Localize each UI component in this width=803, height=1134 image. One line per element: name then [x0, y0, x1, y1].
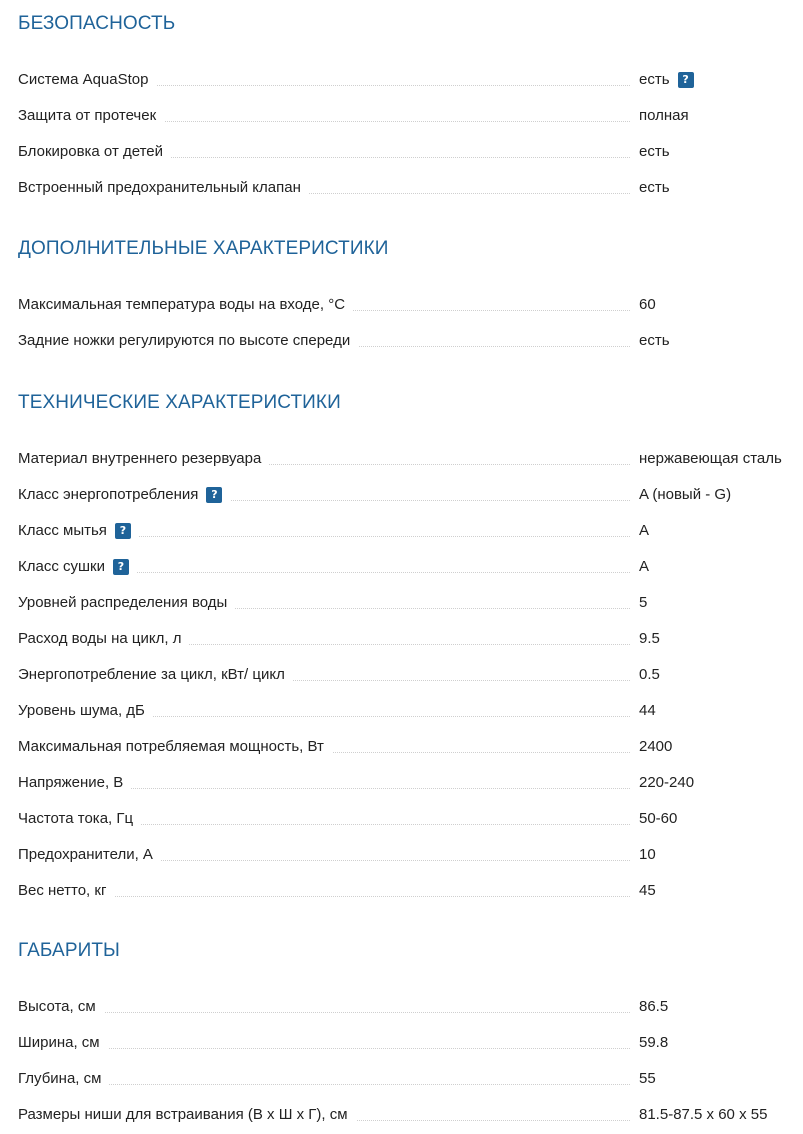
spec-value: есть [639, 143, 670, 160]
spec-label: Задние ножки регулируются по высоте спереди [18, 323, 358, 359]
spec-label: Защита от протечек [18, 98, 164, 134]
help-icon[interactable]: ? [113, 559, 129, 575]
help-icon[interactable]: ? [678, 72, 694, 88]
section-additional [18, 237, 803, 359]
spec-label: Уровень шума, дБ [18, 693, 153, 729]
spec-value: 55 [639, 1070, 656, 1087]
spec-value: 0.5 [639, 666, 660, 683]
spec-row [18, 287, 803, 323]
spec-label: Ширина, см [18, 1025, 108, 1061]
spec-row [18, 477, 803, 513]
spec-label: Размеры ниши для встраивания (В х Ш х Г), см [18, 1097, 356, 1133]
spec-value: 60 [639, 296, 656, 313]
spec-value: 5 [639, 594, 648, 611]
spec-label: Максимальная потребляемая мощность, Вт [18, 729, 332, 765]
spec-row [18, 693, 803, 729]
help-icon[interactable]: ? [115, 523, 131, 539]
spec-value: 45 [639, 882, 656, 899]
spec-row [18, 837, 803, 873]
spec-label: Расход воды на цикл, л [18, 621, 189, 657]
spec-value: 81.5-87.5 x 60 x 55 [639, 1106, 768, 1123]
spec-label: Энергопотребление за цикл, кВт/ цикл [18, 657, 293, 693]
spec-value: 2400 [639, 738, 673, 755]
spec-value: есть [639, 71, 670, 88]
spec-row [18, 170, 803, 206]
spec-label: Вес нетто, кг [18, 873, 114, 909]
spec-label-cell [18, 549, 137, 585]
spec-value: A (новый - G) [639, 486, 732, 503]
spec-label: Класс энергопотребления [18, 486, 199, 503]
spec-value: 10 [639, 846, 656, 863]
section-title: БЕЗОПАСНОСТЬ [18, 13, 176, 34]
spec-row [18, 134, 803, 170]
spec-row [18, 765, 803, 801]
spec-list [18, 441, 803, 909]
spec-value: 44 [639, 702, 656, 719]
spec-label: Частота тока, Гц [18, 801, 141, 837]
spec-row [18, 989, 803, 1025]
spec-label: Класс мытья [18, 522, 107, 539]
spec-label: Напряжение, В [18, 765, 131, 801]
section-title: ТЕХНИЧЕСКИЕ ХАРАКТЕРИСТИКИ [18, 392, 341, 413]
spec-row [18, 585, 803, 621]
spec-label: Максимальная температура воды на входе, °C [18, 287, 353, 323]
spec-row [18, 873, 803, 909]
spec-label: Блокировка от детей [18, 134, 171, 170]
spec-row [18, 1025, 803, 1061]
spec-label: Предохранители, А [18, 837, 161, 873]
spec-label-cell [18, 513, 139, 549]
spec-list [18, 989, 803, 1133]
spec-value-cell [639, 62, 694, 98]
spec-value: нержавеющая сталь [639, 450, 782, 467]
spec-value: A [639, 522, 650, 539]
dotted-leader [18, 1084, 630, 1085]
spec-value: A [639, 558, 650, 575]
spec-row [18, 323, 803, 359]
section-safety [18, 12, 803, 206]
spec-list [18, 62, 803, 206]
dotted-leader [18, 1012, 630, 1013]
spec-list [18, 287, 803, 359]
section-title: ГАБАРИТЫ [18, 940, 120, 961]
spec-row [18, 98, 803, 134]
spec-value: 86.5 [639, 998, 669, 1015]
spec-row [18, 801, 803, 837]
spec-value: есть [639, 332, 670, 349]
spec-row [18, 513, 803, 549]
spec-row [18, 549, 803, 585]
section-title: ДОПОЛНИТЕЛЬНЫЕ ХАРАКТЕРИСТИКИ [18, 238, 389, 259]
spec-row [18, 1097, 803, 1133]
spec-row [18, 657, 803, 693]
help-icon[interactable]: ? [206, 487, 222, 503]
spec-label: Материал внутреннего резервуара [18, 441, 269, 477]
section-dimensions [18, 939, 803, 1133]
spec-row [18, 441, 803, 477]
spec-row [18, 729, 803, 765]
spec-label: Глубина, см [18, 1061, 109, 1097]
spec-value: 50-60 [639, 810, 678, 827]
spec-value: есть [639, 179, 670, 196]
spec-value: 9.5 [639, 630, 660, 647]
spec-label-cell [18, 477, 230, 513]
dotted-leader [18, 1048, 630, 1049]
spec-label: Встроенный предохранительный клапан [18, 170, 309, 206]
spec-row [18, 621, 803, 657]
spec-value: 220-240 [639, 774, 695, 791]
spec-label: Система AquaStop [18, 62, 156, 98]
spec-row [18, 62, 803, 98]
section-technical [18, 391, 803, 909]
spec-row [18, 1061, 803, 1097]
spec-label: Класс сушки [18, 558, 105, 575]
spec-value: полная [639, 107, 689, 124]
spec-label: Уровней распределения воды [18, 585, 235, 621]
spec-value: 59.8 [639, 1034, 669, 1051]
spec-label: Высота, см [18, 989, 104, 1025]
